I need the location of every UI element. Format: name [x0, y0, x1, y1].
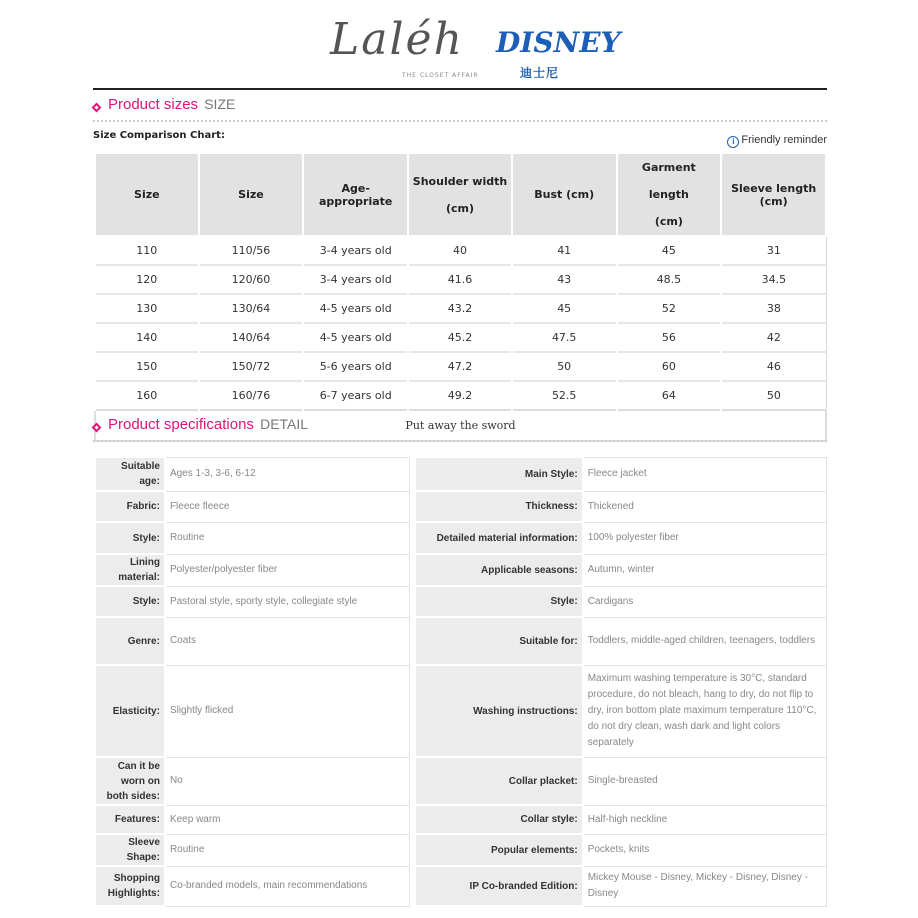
table-cell: 41.6 [408, 265, 512, 294]
spec-label: Collar style: [415, 805, 582, 834]
table-cell: 42 [721, 323, 826, 352]
column-header: Age-appropriate [303, 153, 408, 236]
table-row [95, 294, 826, 323]
table-cell: 31 [721, 236, 826, 265]
dotted-divider [93, 120, 827, 124]
spec-label: Suitable for: [415, 617, 582, 665]
sizes-title-en: SIZE [204, 96, 236, 112]
spec-row [95, 866, 827, 906]
spec-value: Single-breasted [583, 757, 827, 805]
spec-label: Main Style: [415, 457, 582, 491]
table-row [95, 352, 826, 381]
column-header: Sleeve length (cm) [721, 153, 826, 236]
table-cell: 50 [721, 381, 826, 410]
table-cell: 60 [617, 352, 722, 381]
spec-value: Co-branded models, main recommendations [165, 866, 410, 906]
table-cell: 130 [95, 294, 199, 323]
spec-label: IP Co-branded Edition: [415, 866, 582, 906]
disney-logo [496, 26, 621, 86]
table-cell: 43.2 [408, 294, 512, 323]
spec-label: Suitable age: [95, 457, 165, 491]
column-header: Bust (cm) [512, 153, 617, 236]
spec-value: Autumn, winter [583, 554, 827, 586]
spec-value: Half-high neckline [583, 805, 827, 834]
size-chart-label: Size Comparison Chart: [93, 130, 225, 141]
spec-value: Fleece fleece [165, 491, 410, 522]
specs-title-en: DETAIL [260, 416, 309, 432]
header-line: (cm) [654, 215, 683, 228]
spec-row [95, 491, 827, 522]
spec-label: Fabric: [95, 491, 165, 522]
table-cell: 150/72 [199, 352, 304, 381]
spec-label: Applicable seasons: [415, 554, 582, 586]
table-cell: 45.2 [408, 323, 512, 352]
spec-value: Coats [165, 617, 410, 665]
spec-label: Style: [95, 522, 165, 554]
table-cell: 120 [95, 265, 199, 294]
spec-label: Detailed material information: [415, 522, 582, 554]
diamond-icon [92, 103, 102, 113]
spec-label: Features: [95, 805, 165, 834]
spec-row [95, 554, 827, 586]
spec-value: Fleece jacket [583, 457, 827, 491]
table-cell: 140/64 [199, 323, 304, 352]
disney-logo-chinese: 迪士尼 [520, 66, 560, 80]
laleh-tagline: THE CLOSET AFFAIR [402, 72, 479, 79]
table-cell: 150 [95, 352, 199, 381]
table-row [95, 265, 826, 294]
spec-label: Elasticity: [95, 665, 165, 757]
table-cell: 49.2 [408, 381, 512, 410]
spec-label: Sleeve Shape: [95, 834, 165, 866]
spec-row [95, 665, 827, 757]
spec-label: Popular elements: [415, 834, 582, 866]
spec-value: Slightly flicked [165, 665, 410, 757]
spec-row [95, 457, 827, 491]
spec-value: Routine [165, 834, 410, 866]
spec-value: Keep warm [165, 805, 410, 834]
table-cell: 4-5 years old [303, 323, 408, 352]
table-cell: 64 [617, 381, 722, 410]
table-cell: 47.5 [512, 323, 617, 352]
table-cell: 110 [95, 236, 199, 265]
spec-label: Washing instructions: [415, 665, 582, 757]
spec-label: Lining material: [95, 554, 165, 586]
spec-value: Pockets, knits [583, 834, 827, 866]
header-line: Garment length [641, 161, 696, 201]
spec-row [95, 586, 827, 617]
column-header: Size [95, 153, 199, 236]
table-cell: 4-5 years old [303, 294, 408, 323]
friendly-reminder[interactable] [727, 134, 827, 148]
table-cell: 52 [617, 294, 722, 323]
brand-header [0, 0, 918, 88]
table-cell: 3-4 years old [303, 236, 408, 265]
column-header [408, 153, 512, 236]
column-header: Size [199, 153, 304, 236]
sizes-section-heading [93, 98, 827, 122]
column-header [617, 153, 722, 236]
diamond-icon [92, 423, 102, 433]
table-cell: 6-7 years old [303, 381, 408, 410]
spec-value: Polyester/polyester fiber [165, 554, 410, 586]
header-line: Shoulder width [412, 174, 508, 188]
table-cell: 5-6 years old [303, 352, 408, 381]
table-cell: 46 [721, 352, 826, 381]
header-line: (cm) [445, 201, 475, 215]
table-cell: 160 [95, 381, 199, 410]
spec-label: Collar placket: [415, 757, 582, 805]
table-footer-note: Put away the sword [95, 410, 826, 441]
info-icon: i [727, 136, 739, 148]
spec-value: Maximum washing temperature is 30°C, standard procedure, do not bleach, hang to dry, do not flip to dry, iron bottom plate maximum temperature 110°C, do not dry clean, wash dark and light colors separately [583, 665, 827, 757]
laleh-logo-text: Laléh [330, 14, 464, 65]
spec-value: Cardigans [583, 586, 827, 617]
spec-row [95, 805, 827, 834]
dotted-divider [93, 440, 827, 444]
spec-value: Mickey Mouse - Disney, Mickey - Disney, Disney - Disney [583, 866, 827, 906]
specs-section-heading [93, 418, 827, 442]
table-row [95, 323, 826, 352]
table-cell: 40 [408, 236, 512, 265]
table-header-row [95, 153, 826, 236]
table-cell: 3-4 years old [303, 265, 408, 294]
spec-row [95, 757, 827, 805]
spec-value: Toddlers, middle-aged children, teenagers, toddlers [583, 617, 827, 665]
table-cell: 43 [512, 265, 617, 294]
spec-label: Thickness: [415, 491, 582, 522]
spec-value: Routine [165, 522, 410, 554]
table-cell: 47.2 [408, 352, 512, 381]
table-cell: 38 [721, 294, 826, 323]
table-cell: 130/64 [199, 294, 304, 323]
header-divider [93, 88, 827, 90]
table-cell: 48.5 [617, 265, 722, 294]
spec-row [95, 617, 827, 665]
table-cell: 52.5 [512, 381, 617, 410]
table-cell: 41 [512, 236, 617, 265]
spec-value: Thickened [583, 491, 827, 522]
table-cell: 140 [95, 323, 199, 352]
spec-row [95, 522, 827, 554]
sizes-title: Product sizes [108, 96, 199, 113]
table-cell: 160/76 [199, 381, 304, 410]
friendly-reminder-label: Friendly reminder [741, 134, 827, 146]
table-cell: 45 [512, 294, 617, 323]
spec-label: Genre: [95, 617, 165, 665]
table-row [95, 236, 826, 265]
spec-label: Style: [95, 586, 165, 617]
table-cell: 110/56 [199, 236, 304, 265]
table-row [95, 381, 826, 410]
table-cell: 120/60 [199, 265, 304, 294]
table-cell: 34.5 [721, 265, 826, 294]
spec-value: No [165, 757, 410, 805]
spec-row [95, 834, 827, 866]
table-cell: 50 [512, 352, 617, 381]
spec-value: Pastoral style, sporty style, collegiate style [165, 586, 410, 617]
disney-logo-text: DISNEY [496, 26, 621, 59]
spec-label: Can it be worn on both sides: [95, 757, 165, 805]
specs-title: Product specifications [108, 416, 254, 433]
size-comparison-table [94, 152, 827, 442]
table-cell: 56 [617, 323, 722, 352]
spec-label: Style: [415, 586, 582, 617]
laleh-logo [330, 0, 495, 80]
table-cell: 45 [617, 236, 722, 265]
spec-value: 100% polyester fiber [583, 522, 827, 554]
spec-value: Ages 1-3, 3-6, 6-12 [165, 457, 410, 491]
product-specifications-table [94, 456, 827, 907]
spec-label: Shopping Highlights: [95, 866, 165, 906]
